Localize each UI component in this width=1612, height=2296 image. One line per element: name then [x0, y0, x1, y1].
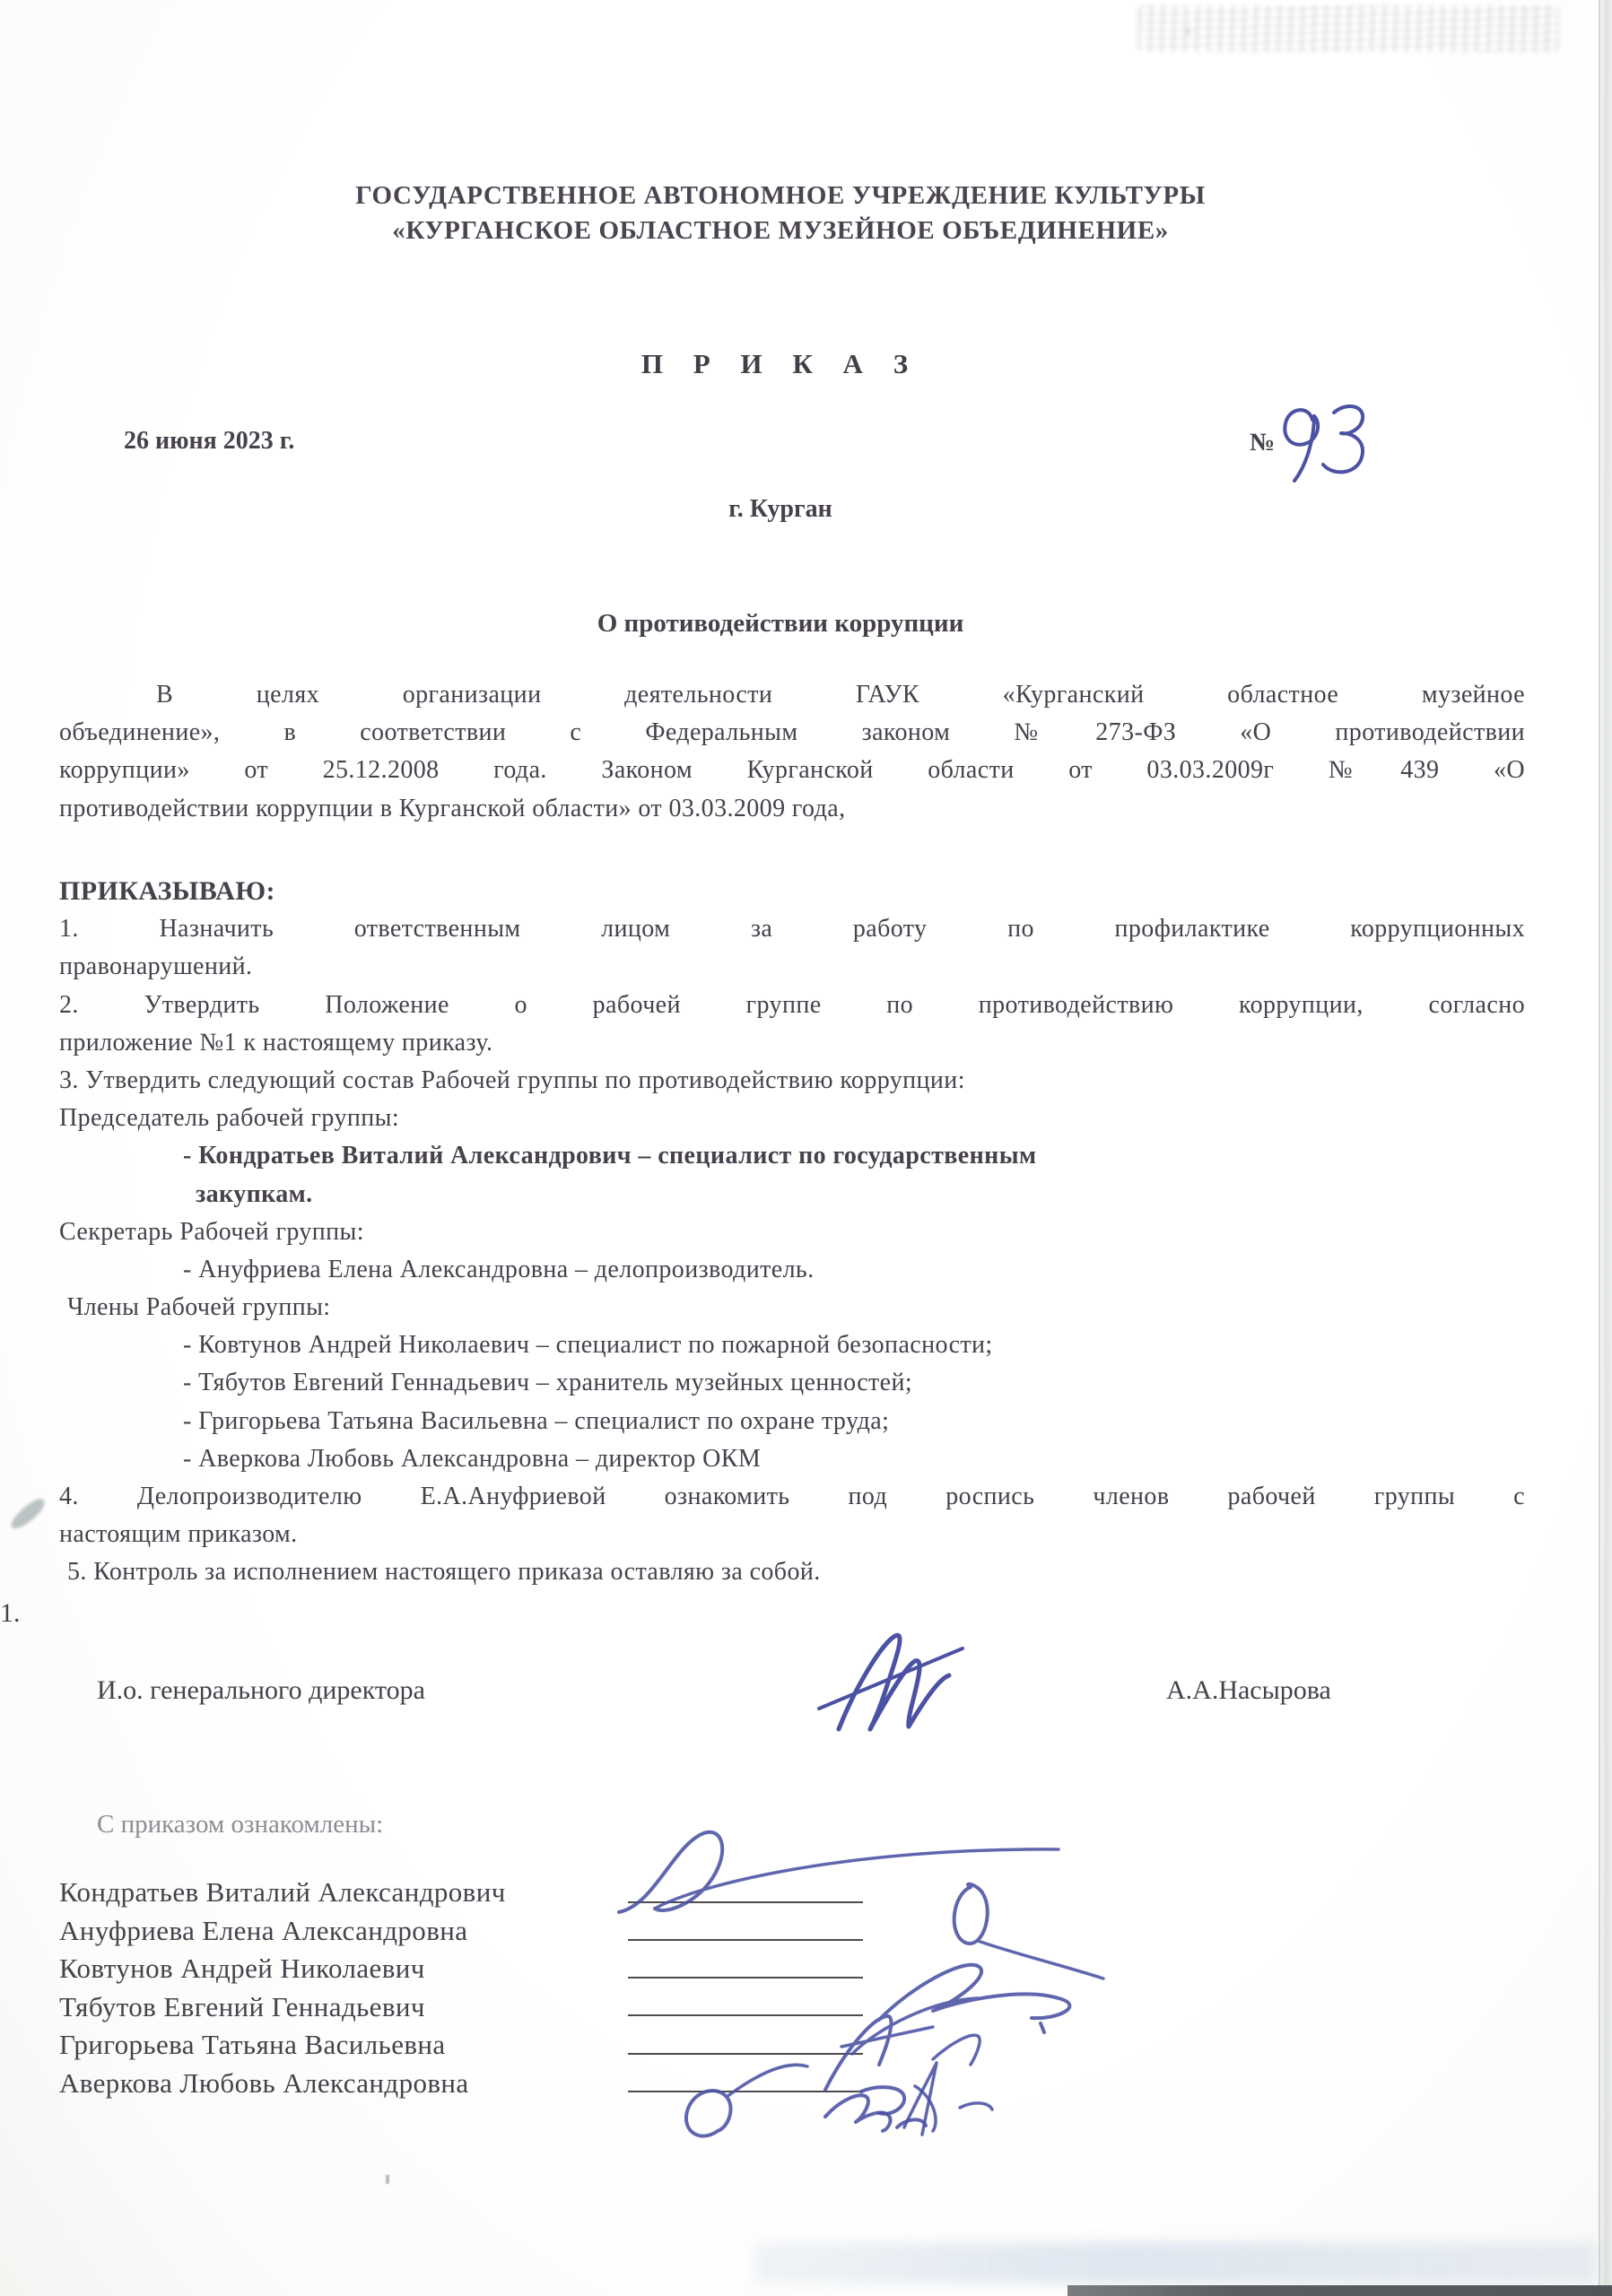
- doc-date: 26 июня 2023 г.: [124, 427, 295, 455]
- acknowledgement-name: Кондратьев Виталий Александрович: [59, 1876, 506, 1908]
- order-heading: ПРИКАЗЫВАЮ:: [59, 876, 275, 906]
- doc-type-title: П Р И К А З: [640, 348, 920, 379]
- scan-speck: [386, 2175, 389, 2184]
- preamble-line: В целях организации деятельности ГАУК «Курганский областное музейное: [156, 681, 1525, 709]
- signer-position: И.о. генерального директора: [97, 1675, 425, 1705]
- preamble-line: коррупции» от 25.12.2008 года. Законом Курганской области от 03.03.2009г №439 «О: [59, 756, 1525, 785]
- scan-artifact-top: [1137, 5, 1559, 52]
- acknowledgement-heading: С приказом ознакомлены:: [97, 1810, 384, 1839]
- scan-smudge-left: [7, 1496, 48, 1533]
- order-line: настоящим приказом.: [59, 1520, 298, 1549]
- signature-director: [803, 1623, 1009, 1744]
- org-name-line1: ГОСУДАРСТВЕННОЕ АВТОНОМНОЕ УЧРЕЖДЕНИЕ КУЛЬТУРЫ: [355, 181, 1206, 210]
- order-line: 1. Назначить ответственным лицом за работу по профилактике коррупционных: [59, 915, 1525, 944]
- signature-averkova: [556, 2045, 1166, 2152]
- order-line: - Кондратьев Виталий Александрович – специалист по государственным: [183, 1142, 1037, 1170]
- preamble-line: объединение», в соответствии с Федеральным законом №273-ФЗ «О противодействии: [59, 718, 1525, 747]
- order-line: Председатель рабочей группы:: [59, 1104, 400, 1133]
- preamble-line: противодействии коррупции в Курганской области» от 03.03.2009 года,: [59, 794, 846, 822]
- order-line: закупкам.: [196, 1179, 313, 1208]
- order-line: приложение №1 к настоящему приказу.: [59, 1028, 493, 1057]
- preamble-paragraph: [59, 676, 1525, 828]
- order-line: 4. Делопроизводителю Е.А.Ануфриевой ознакомить под роспись членов рабочей группы с: [59, 1483, 1525, 1510]
- order-line: Члены Рабочей группы:: [67, 1293, 331, 1322]
- order-line: 3. Утвердить следующий состав Рабочей группы по противодействию коррупции:: [59, 1065, 965, 1094]
- scan-smudge-bottom: [754, 2242, 1597, 2283]
- order-line: правонарушений.: [59, 952, 253, 981]
- order-line: Секретарь Рабочей группы:: [59, 1217, 364, 1246]
- doc-number-sign: №: [1250, 429, 1276, 457]
- acknowledgement-name: Григорьева Татьяна Васильевна: [59, 2029, 446, 2060]
- org-name-line2: «КУРГАНСКОЕ ОБЛАСТНОЕ МУЗЕЙНОЕ ОБЪЕДИНЕНИЕ»: [392, 216, 1169, 245]
- order-line: 5. Контроль за исполнением настоящего приказа оставляю за собой.: [67, 1558, 821, 1587]
- order-line: - Ковтунов Андрей Николаевич – специалист по пожарной безопасности;: [183, 1331, 993, 1360]
- acknowledgement-name: Аверкова Любовь Александровна: [59, 2066, 469, 2099]
- order-line: 2. Утвердить Положение о рабочей группе по противодействию коррупции, согласно: [59, 990, 1525, 1019]
- handwritten-number: [1278, 395, 1386, 493]
- acknowledgement-name: Ануфриева Елена Александровна: [59, 1914, 468, 1946]
- order-line: - Аверкова Любовь Александровна – директор ОКМ: [183, 1444, 762, 1473]
- scan-bar-bottom: [1067, 2285, 1612, 2296]
- acknowledgement-name: Тябутов Евгений Геннадьевич: [59, 1990, 425, 2022]
- order-body: [59, 873, 1525, 1592]
- margin-note: 1.: [0, 1598, 21, 1628]
- doc-subject: О противодействии коррупции: [597, 609, 964, 638]
- scan-edge-line: [1599, 0, 1600, 2296]
- acknowledgement-name: Ковтунов Андрей Николаевич: [59, 1952, 425, 1984]
- order-line: - Тябутов Евгений Геннадьевич – хранитель музейных ценностей;: [183, 1369, 913, 1397]
- order-line: - Ануфриева Елена Александровна – делопроизводитель.: [183, 1255, 815, 1283]
- order-line: - Григорьева Татьяна Васильевна – специалист по охране труда;: [183, 1406, 890, 1435]
- signer-name: А.А.Насырова: [1166, 1675, 1331, 1705]
- doc-city: г. Курган: [728, 495, 832, 523]
